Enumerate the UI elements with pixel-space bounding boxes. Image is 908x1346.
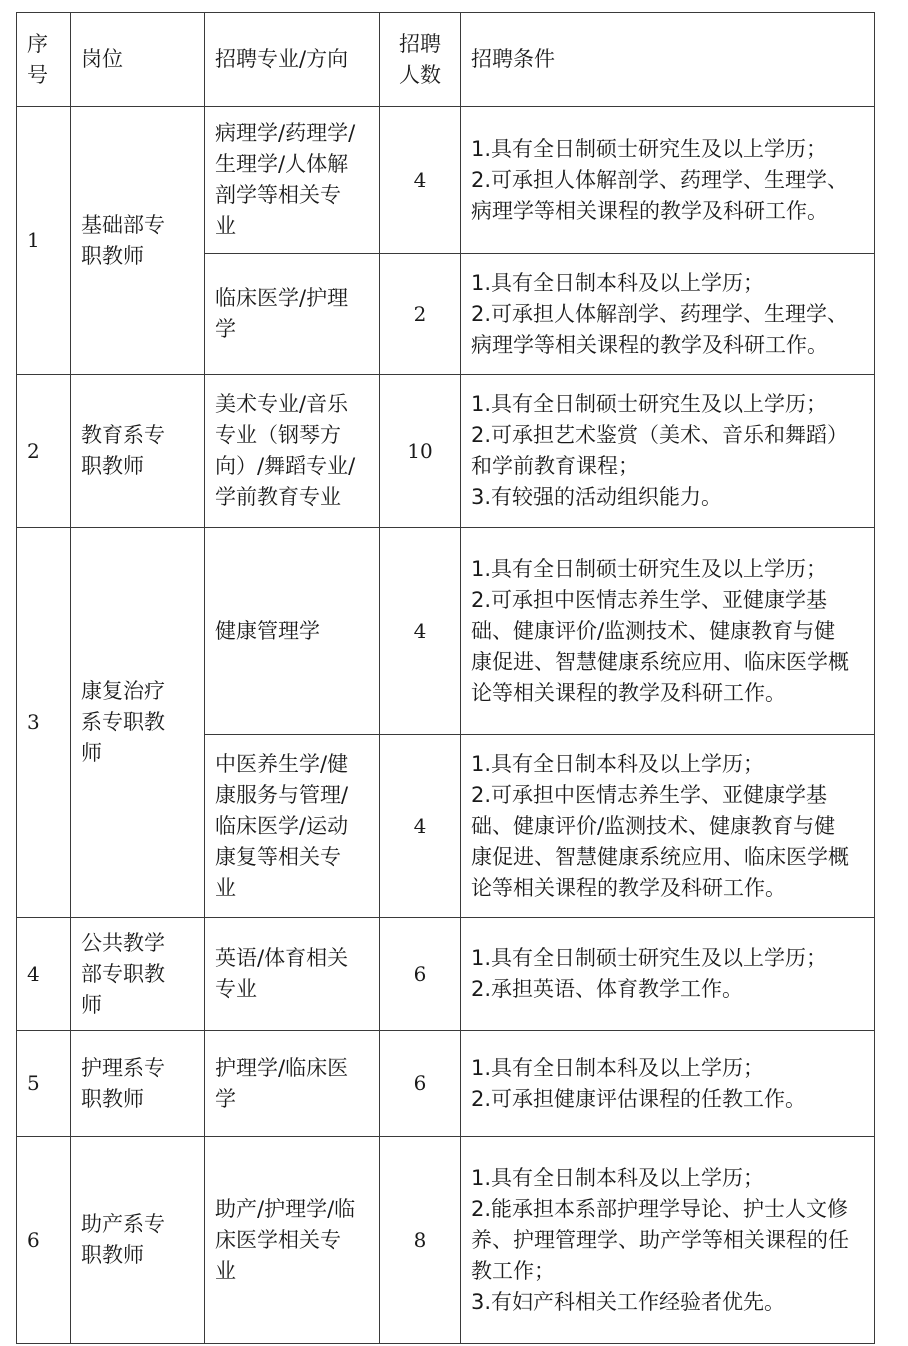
position-line: 师 bbox=[81, 741, 102, 765]
requirement-line: 1.具有全日制硕士研究生及以上学历； bbox=[471, 556, 828, 581]
requirement-line: 1.具有全日制硕士研究生及以上学历； bbox=[471, 946, 828, 970]
requirement-line: 教工作； bbox=[471, 1258, 555, 1283]
requirement-line: 病理学等相关课程的教学及科研工作。 bbox=[471, 198, 828, 223]
table-row bbox=[17, 918, 875, 1031]
header-count bbox=[380, 13, 461, 107]
header-row bbox=[17, 13, 875, 107]
header-position-label: 岗位 bbox=[81, 47, 123, 71]
major-line: 业 bbox=[215, 875, 236, 900]
major-line: 临床医学/运动 bbox=[215, 813, 349, 838]
count-value: 6 bbox=[413, 1071, 427, 1095]
major-line: 业 bbox=[215, 214, 236, 238]
header-requirements-label: 招聘条件 bbox=[471, 47, 555, 71]
major-line: 剖学等相关专 bbox=[215, 183, 341, 207]
count-value: 6 bbox=[413, 961, 427, 986]
count-cell bbox=[380, 918, 461, 1031]
requirement-line: 论等相关课程的教学及科研工作。 bbox=[471, 680, 786, 705]
requirement-line: 3.有妇产科相关工作经验者优先。 bbox=[471, 1289, 786, 1314]
requirements-cell bbox=[461, 918, 875, 1031]
position-line: 助产系专 bbox=[81, 1212, 165, 1236]
position-cell bbox=[71, 918, 205, 1031]
row-number-value: 5 bbox=[27, 1071, 40, 1095]
count-value: 4 bbox=[413, 813, 427, 838]
row-number-value: 4 bbox=[27, 961, 40, 986]
position-line: 职教师 bbox=[81, 454, 144, 478]
requirements-cell bbox=[461, 735, 875, 918]
major-cell bbox=[205, 528, 380, 735]
major-line: 健康管理学 bbox=[215, 618, 320, 643]
major-line: 床医学相关专 bbox=[215, 1227, 341, 1252]
requirement-line: 1.具有全日制本科及以上学历； bbox=[471, 270, 765, 295]
row-number bbox=[17, 375, 71, 528]
requirement-line: 础、健康评价/监测技术、健康教育与健 bbox=[471, 813, 836, 838]
count-cell bbox=[380, 107, 461, 254]
requirement-line: 养、护理管理学、助产学等相关课程的任 bbox=[471, 1227, 849, 1252]
requirement-line: 2.可承担中医情志养生学、亚健康学基 bbox=[471, 587, 828, 612]
position-line: 康复治疗 bbox=[81, 679, 165, 703]
count-cell bbox=[380, 735, 461, 918]
requirements-cell bbox=[461, 375, 875, 528]
major-cell bbox=[205, 254, 380, 375]
recruitment-table bbox=[16, 12, 875, 1344]
major-line: 护理学/临床医 bbox=[215, 1055, 349, 1080]
table-row bbox=[17, 1137, 875, 1344]
major-line: 专业 bbox=[215, 977, 257, 1001]
count-value: 4 bbox=[413, 618, 427, 643]
header-count-line: 人数 bbox=[399, 62, 441, 87]
header-seq bbox=[17, 13, 71, 107]
major-cell bbox=[205, 107, 380, 254]
requirement-line: 康促进、智慧健康系统应用、临床医学概 bbox=[471, 649, 849, 674]
count-cell bbox=[380, 254, 461, 375]
header-seq-line: 序 bbox=[27, 31, 48, 56]
major-line: 中医养生学/健 bbox=[215, 751, 349, 776]
requirement-line: 2.可承担人体解剖学、药理学、生理学、 bbox=[471, 167, 849, 192]
requirement-line: 1.具有全日制硕士研究生及以上学历； bbox=[471, 136, 828, 161]
requirements-cell bbox=[461, 528, 875, 735]
header-seq-line: 号 bbox=[27, 62, 48, 87]
major-line: 临床医学/护理 bbox=[215, 286, 349, 310]
major-line: 康服务与管理/ bbox=[215, 782, 349, 807]
requirement-line: 础、健康评价/监测技术、健康教育与健 bbox=[471, 618, 836, 643]
position-line: 系专职教 bbox=[81, 710, 165, 734]
requirement-line: 3.有较强的活动组织能力。 bbox=[471, 485, 723, 509]
major-line: 向）/舞蹈专业/ bbox=[215, 454, 356, 478]
position-cell bbox=[71, 1031, 205, 1137]
requirement-line: 2.能承担本系部护理学导论、护士人文修 bbox=[471, 1196, 849, 1221]
count-cell bbox=[380, 375, 461, 528]
position-line: 师 bbox=[81, 992, 102, 1017]
requirements-cell bbox=[461, 1137, 875, 1344]
position-line: 部专职教 bbox=[81, 961, 165, 986]
header-major bbox=[205, 13, 380, 107]
major-line: 英语/体育相关 bbox=[215, 946, 349, 970]
major-cell bbox=[205, 918, 380, 1031]
requirement-line: 康促进、智慧健康系统应用、临床医学概 bbox=[471, 844, 849, 869]
requirement-line: 1.具有全日制本科及以上学历； bbox=[471, 1165, 765, 1190]
requirements-cell bbox=[461, 107, 875, 254]
count-value: 10 bbox=[407, 438, 433, 463]
requirement-line: 病理学等相关课程的教学及科研工作。 bbox=[471, 332, 828, 357]
count-cell bbox=[380, 1031, 461, 1137]
position-cell bbox=[71, 1137, 205, 1344]
requirements-cell bbox=[461, 1031, 875, 1137]
row-number-value: 2 bbox=[27, 438, 40, 463]
row-number-value: 6 bbox=[27, 1227, 40, 1252]
row-number bbox=[17, 918, 71, 1031]
position-cell bbox=[71, 528, 205, 918]
requirements-cell bbox=[461, 254, 875, 375]
count-value: 2 bbox=[413, 301, 427, 326]
requirement-line: 2.可承担艺术鉴赏（美术、音乐和舞蹈） bbox=[471, 423, 849, 447]
position-cell bbox=[71, 107, 205, 375]
row-number-value: 1 bbox=[27, 228, 40, 252]
requirement-line: 2.可承担人体解剖学、药理学、生理学、 bbox=[471, 301, 849, 326]
count-cell bbox=[380, 528, 461, 735]
requirement-line: 2.承担英语、体育教学工作。 bbox=[471, 977, 744, 1001]
position-line: 护理系专 bbox=[81, 1055, 165, 1080]
major-cell bbox=[205, 1031, 380, 1137]
requirement-line: 和学前教育课程； bbox=[471, 454, 639, 478]
row-number bbox=[17, 1031, 71, 1137]
position-line: 职教师 bbox=[81, 1243, 144, 1267]
header-requirements bbox=[461, 13, 875, 107]
requirement-line: 论等相关课程的教学及科研工作。 bbox=[471, 875, 786, 900]
major-line: 助产/护理学/临 bbox=[215, 1196, 356, 1221]
count-value: 8 bbox=[413, 1227, 427, 1252]
position-line: 职教师 bbox=[81, 243, 144, 268]
table-row bbox=[17, 375, 875, 528]
major-line: 康复等相关专 bbox=[215, 844, 341, 869]
major-line: 专业（钢琴方 bbox=[215, 423, 341, 447]
requirement-line: 2.可承担健康评估课程的任教工作。 bbox=[471, 1086, 807, 1111]
count-value: 4 bbox=[413, 167, 427, 192]
row-number bbox=[17, 528, 71, 918]
requirement-line: 1.具有全日制本科及以上学历； bbox=[471, 1055, 765, 1080]
row-number-value: 3 bbox=[27, 710, 40, 734]
table-row bbox=[17, 107, 875, 254]
header-count-line: 招聘 bbox=[399, 31, 441, 56]
major-cell bbox=[205, 375, 380, 528]
major-line: 美术专业/音乐 bbox=[215, 392, 349, 416]
table-row bbox=[17, 528, 875, 735]
header-position bbox=[71, 13, 205, 107]
major-line: 学 bbox=[215, 1086, 236, 1111]
position-line: 公共教学 bbox=[81, 930, 165, 955]
header-major-label: 招聘专业/方向 bbox=[215, 47, 349, 71]
requirement-line: 1.具有全日制硕士研究生及以上学历； bbox=[471, 392, 828, 416]
major-line: 业 bbox=[215, 1258, 236, 1283]
position-line: 教育系专 bbox=[81, 423, 165, 447]
major-line: 生理学/人体解 bbox=[215, 152, 349, 176]
row-number bbox=[17, 107, 71, 375]
major-cell bbox=[205, 735, 380, 918]
position-line: 基础部专 bbox=[81, 212, 165, 237]
count-cell bbox=[380, 1137, 461, 1344]
requirement-line: 2.可承担中医情志养生学、亚健康学基 bbox=[471, 782, 828, 807]
position-cell bbox=[71, 375, 205, 528]
major-cell bbox=[205, 1137, 380, 1344]
table-row bbox=[17, 1031, 875, 1137]
major-line: 病理学/药理学/ bbox=[215, 121, 356, 145]
requirement-line: 1.具有全日制本科及以上学历； bbox=[471, 751, 765, 776]
position-line: 职教师 bbox=[81, 1086, 144, 1111]
major-line: 学前教育专业 bbox=[215, 485, 341, 509]
major-line: 学 bbox=[215, 317, 236, 341]
row-number bbox=[17, 1137, 71, 1344]
